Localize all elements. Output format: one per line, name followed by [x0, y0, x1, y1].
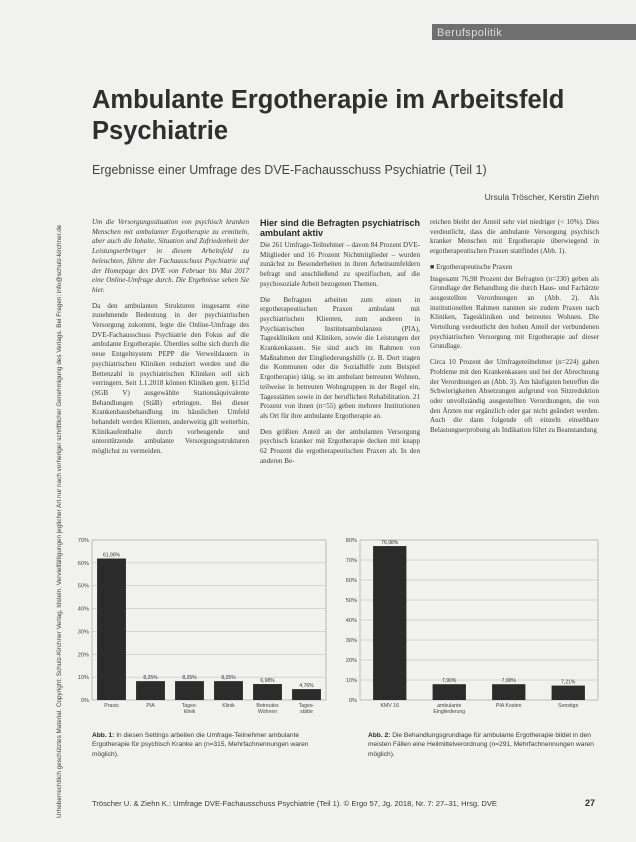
x-tick-label: PIA [146, 703, 155, 709]
citation-footer: Tröscher U. & Ziehn K.: Umfrage DVE-Fachausschuss Psychiatrie (Teil 1). © Ergo 57, Jg. 2018, Nr. 7: 27–31, Hrsg. DVE [92, 799, 497, 808]
x-tick-label: Sonstige [558, 703, 579, 709]
text-column-3 [430, 218, 599, 442]
y-tick-label: 10% [77, 675, 89, 682]
y-tick-label: 20% [77, 652, 89, 659]
figure-2-label: Abb. 2: [368, 732, 391, 739]
x-tick-label: Wohnen [257, 709, 278, 715]
x-tick-label: PIA Kosten [495, 703, 522, 709]
bar [136, 681, 165, 700]
x-tick-label: Praxis [104, 703, 119, 709]
x-tick-label: stätte [300, 709, 313, 715]
body-paragraph: reichen bleibt der Anteil sehr viel niedriger (< 10%). Dies verdeutlicht, dass die ambulante Versorgung psychisch kranker Menschen mit Ergotherapie überwiegend in ergotherapeutischen Praxen stattfindet (Abb. 1). [430, 218, 599, 256]
bullet-label: Ergotherapeutische Praxen [436, 262, 513, 271]
section-heading: Hier sind die Befragten psychiatrisch ambulant aktiv [260, 218, 420, 238]
y-tick-label: 0% [80, 698, 89, 704]
body-paragraph: Die 261 Umfrage-Teilnehmer – davon 84 Prozent DVE-Mitglieder und 16 Prozent Nichtmitglieder – wurden zunächst zu Besonderheiten in ihren Arbeitsumfeldern befragt und anschließend zu spezifischen, auf die psychosoziale Arbeit bezogenen Themen. [260, 241, 420, 288]
x-tick-label: klinik [183, 709, 196, 715]
x-tick-label: Tages- [181, 703, 198, 709]
article-authors: Ursula Tröscher, Kerstin Ziehn [484, 192, 599, 202]
x-tick-label: Tages- [298, 703, 315, 709]
text-column-2 [260, 218, 420, 472]
x-tick-label: Betreutes [256, 703, 279, 709]
x-tick-label: KMV 16 [380, 703, 399, 709]
intro-paragraph: Um die Versorgungssituation von psychisch kranken Menschen mit ambulanter Ergotherapie zu ermitteln, aber auch die Inhalte, Situation und Zufriedenheit der Leistungserbringer in diesem Arbeitsfeld zu beleuchten, führte der Fachausschuss Psychiatrie auf der Homepage des DVE von Februar bis Mai 2017 eine Online-Umfrage durch. Die Ergebnisse sehen Sie hier. [92, 218, 249, 294]
figure-1-bar-chart [62, 534, 330, 720]
bar-value-label: 8,25% [182, 675, 197, 682]
bar-value-label: 76,98% [381, 540, 399, 547]
article-title: Ambulante Ergotherapie im Arbeitsfeld Psychiatrie [92, 86, 565, 145]
body-paragraph: Da den ambulanten Strukturen insgesamt eine zunehmende Bedeutung in der psychiatrischen Versorgung zukommt, legte die Online-Umfrage des DVE-Fachausschuss Psychiatrie den Fokus auf die ambulante Ergotherapie. Überdies sollte sich durch die neue Entgeltsystem PEPP die Verweildauern in psychiatrischen Kliniken reduziert werden und die Bettenzahl in psychiatrischen Kliniken soll sich verringern. Seit 1.1.2018 können Kliniken gem. §115d (SGB V) ausgewählte Stationsäquivalente Behandlungen (StäB) erbringen. Bei dieser Krankenhausbehandlung im häuslichen Umfeld behandelt werden Klienten, anderweitig gilt weiterhin, Klinikaufenthalte durch vorbeugende und unterstützende ambulante Versorgungsstrukturen möglichst zu vermeiden. [92, 301, 249, 456]
bar [373, 546, 406, 700]
page-number: 27 [585, 798, 596, 808]
y-tick-label: 60% [77, 560, 89, 567]
bar-value-label: 8,25% [221, 675, 236, 682]
bar [253, 684, 282, 700]
y-tick-label: 40% [77, 606, 89, 613]
y-tick-label: 60% [345, 578, 357, 584]
y-tick-label: 40% [345, 618, 357, 624]
bar-value-label: 61,90% [103, 552, 120, 559]
figure-1-caption [92, 731, 322, 759]
bar [433, 684, 466, 700]
bar [214, 681, 243, 700]
x-tick-label: ambulante [437, 703, 462, 709]
bar [292, 689, 321, 700]
bar-value-label: 7,90% [442, 678, 457, 685]
bar [175, 681, 204, 700]
y-tick-label: 70% [77, 538, 89, 544]
y-tick-label: 20% [345, 658, 357, 664]
bar-value-label: 7,90% [501, 678, 516, 685]
figure-2-caption-text: Die Behandlungsgrundlage für ambulante Ergotherapie bildet in den meisten Fällen eine Heilmittelverordnung (n=291, Mehrfachnennungen waren möglich). [368, 732, 594, 758]
figure-1-caption-text: In diesen Settings arbeiten die Umfrage-Teilnehmer ambulante Ergotherapie für psychisch Kranke an (n=315, Mehrfachnennungen waren möglich). [92, 732, 309, 758]
bar [97, 559, 126, 700]
figure-2-bar-chart [334, 534, 604, 720]
article-subtitle: Ergebnisse einer Umfrage des DVE-Fachausschuss Psychiatrie (Teil 1) [92, 163, 487, 177]
y-tick-label: 0% [348, 698, 357, 704]
bar-value-label: 7,21% [561, 679, 576, 686]
y-tick-label: 50% [345, 598, 357, 604]
bar-value-label: 6,98% [260, 678, 275, 685]
body-paragraph: Die Befragten arbeiten zum einen in ergotherapeutischen Praxen ambulant mit psychiatrischen Klienten, zum anderen in Psychiatrischen Institutsambulanzen (PIA), Tageskliniken und Kliniken, sowie die Leistungen der Krankenkassen. Sie sind auch im Rahmen von Maßnahmen der Eingliederungshilfe (z. B. Dort tragen die Kommunen oder die Sozialhilfe zum Beispiel Ergotherapie) tätig, so im ambulant betreuten Wohnen, teilweise in betreuten Wohngruppen in der Regel ein, Tagesstätten sowie in der beruflichen Rehabilitation. 21 Prozent von ihnen (n=55) geben mehrere Institutionen als Ort für ihre ambulante Ergotherapie an. [260, 295, 420, 420]
figure-1-label: Abb. 1: [92, 732, 115, 739]
y-tick-label: 50% [77, 583, 89, 590]
x-tick-label: Klinik [222, 703, 235, 709]
bullet-heading: ■ Ergotherapeutische Praxen [430, 262, 513, 271]
y-tick-label: 80% [345, 538, 357, 544]
y-tick-label: 70% [345, 558, 357, 564]
bar [492, 684, 525, 700]
text-column-1 [92, 218, 249, 463]
section-label: Berufspolitik [437, 27, 503, 39]
figure-2-caption [368, 731, 604, 759]
plot-frame [92, 540, 326, 700]
body-paragraph: Circa 10 Prozent der Umfrageteilnehmer (n=224) gaben Probleme mit den Krankenkassen und bei der Abrechnung der Verordnungen an (Abb. 3). Am häufigsten betreffen die Schwierigkeiten Absetzungen aufgrund von Sitzreduktion oder unvollständig ausgestellten Verordnungen, die von den Ärzten nur ergänzlich oder gar nicht geändert werden. Auch die dann folgende oft einzeln einsehbare Belastungserprobung als Indikation führt zu Beanstandung [430, 358, 599, 435]
bar-value-label: 8,25% [143, 675, 158, 682]
y-tick-label: 10% [345, 678, 357, 684]
bar-value-label: 4,76% [299, 683, 314, 690]
y-tick-label: 30% [345, 638, 357, 644]
body-paragraph: Den größten Anteil an der ambulanten Versorgung psychisch kranker mit Ergotherapie decken mit knapp 62 Prozent die ergotherapeutischen Praxen ab. In den anderen Be- [260, 427, 420, 465]
y-tick-label: 30% [77, 629, 89, 636]
bar [552, 686, 585, 700]
body-paragraph: Insgesamt 76,98 Prozent der Befragten (n=230) geben als Grundlage der Behandlung die durch Haus- und Fachärzte ausgestellten Verordnungen an (Abb. 2). Als institutionellen Rahmen nannten sie zudem Praxen nach Kliniken, Tageskliniken und betreutes Wohnen. Die Verteilung verdeutlicht den hohen Anteil der verbundenen psychiatrischen Versorgung mit Ergotherapie auf dieser Grundlage. [430, 274, 599, 351]
x-tick-label: Eingliederung [433, 709, 466, 715]
copyright-notice: Urheberrechtlich geschütztes Material. Copyright: Schulz-Kirchner Verlag, Idstein. Vervielfältigungen jeglicher Art nur nach vorheriger schriftlicher Genehmigung des Verlags. Bei Fragen: info@schulz-kirchner.de [56, 224, 63, 818]
